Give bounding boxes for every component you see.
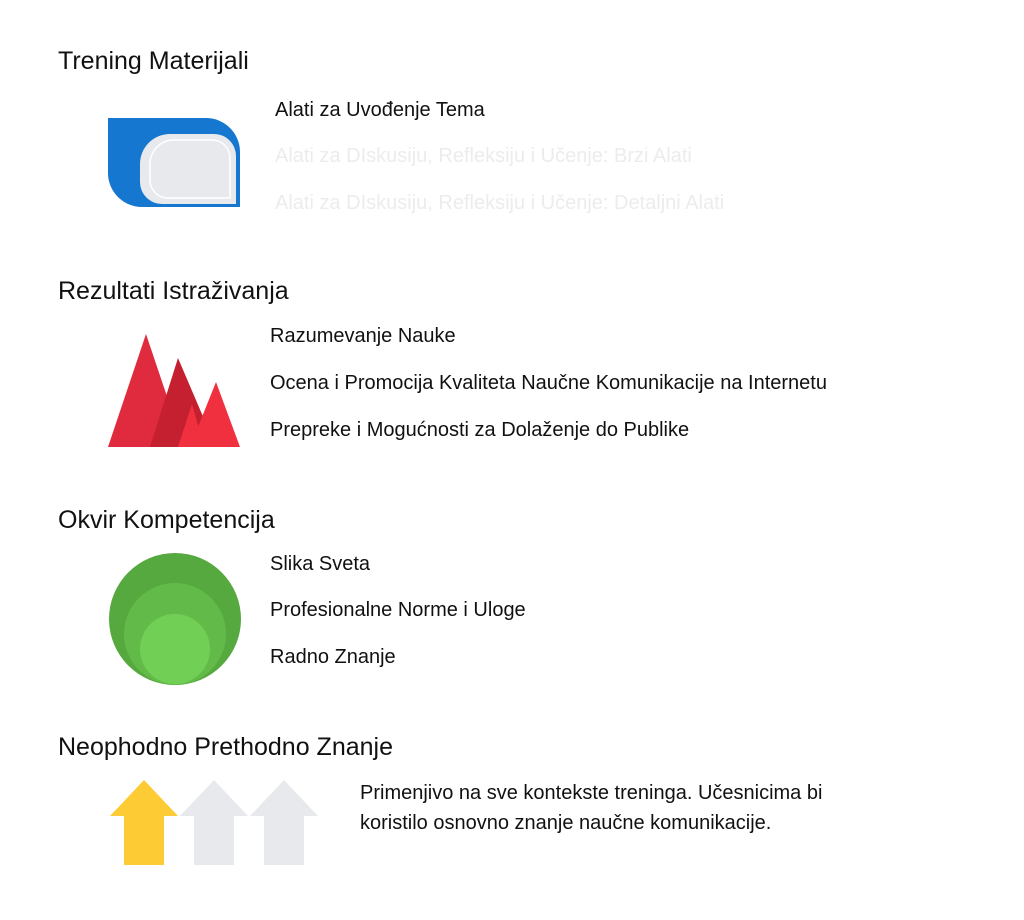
section-title-research: Rezultati Istraživanja: [58, 277, 289, 305]
nested-circles-icon: [108, 552, 242, 686]
research-item-1[interactable]: Razumevanje Nauke: [270, 325, 456, 347]
level-arrows-icon: [108, 780, 324, 866]
level-arrow-3: [250, 780, 318, 865]
section-title-competence: Okvir Kompetencija: [58, 506, 275, 534]
section-title-prior-knowledge: Neophodno Prethodno Znanje: [58, 733, 393, 761]
description-line-2: koristilo osnovno znanje naučne komunikacije.: [360, 812, 772, 834]
training-item-3[interactable]: Alati za DIskusiju, Refleksiju i Učenje: Detaljni Alati: [275, 192, 725, 214]
training-item-1[interactable]: Alati za Uvođenje Tema: [275, 99, 485, 121]
section-title-training: Trening Materijali: [58, 47, 249, 75]
competence-item-2[interactable]: Profesionalne Norme i Uloge: [270, 599, 526, 621]
mountains-icon: [108, 334, 242, 448]
description-line-1: Primenjivo na sve kontekste treninga. Učesnicima bi: [360, 782, 823, 804]
competence-item-1[interactable]: Slika Sveta: [270, 553, 371, 575]
leaf-icon: [108, 118, 242, 208]
level-arrow-1: [110, 780, 178, 865]
research-item-3[interactable]: Prepreke i Mogućnosti za Dolaženje do Publike: [270, 419, 690, 441]
prior-knowledge-description: [360, 778, 960, 838]
competence-item-3[interactable]: Radno Znanje: [270, 646, 396, 668]
research-item-2[interactable]: Ocena i Promocija Kvaliteta Naučne Komunikacije na Internetu: [270, 372, 827, 394]
level-arrow-2: [180, 780, 248, 865]
training-item-2[interactable]: Alati za DIskusiju, Refleksiju i Učenje: Brzi Alati: [275, 145, 692, 167]
